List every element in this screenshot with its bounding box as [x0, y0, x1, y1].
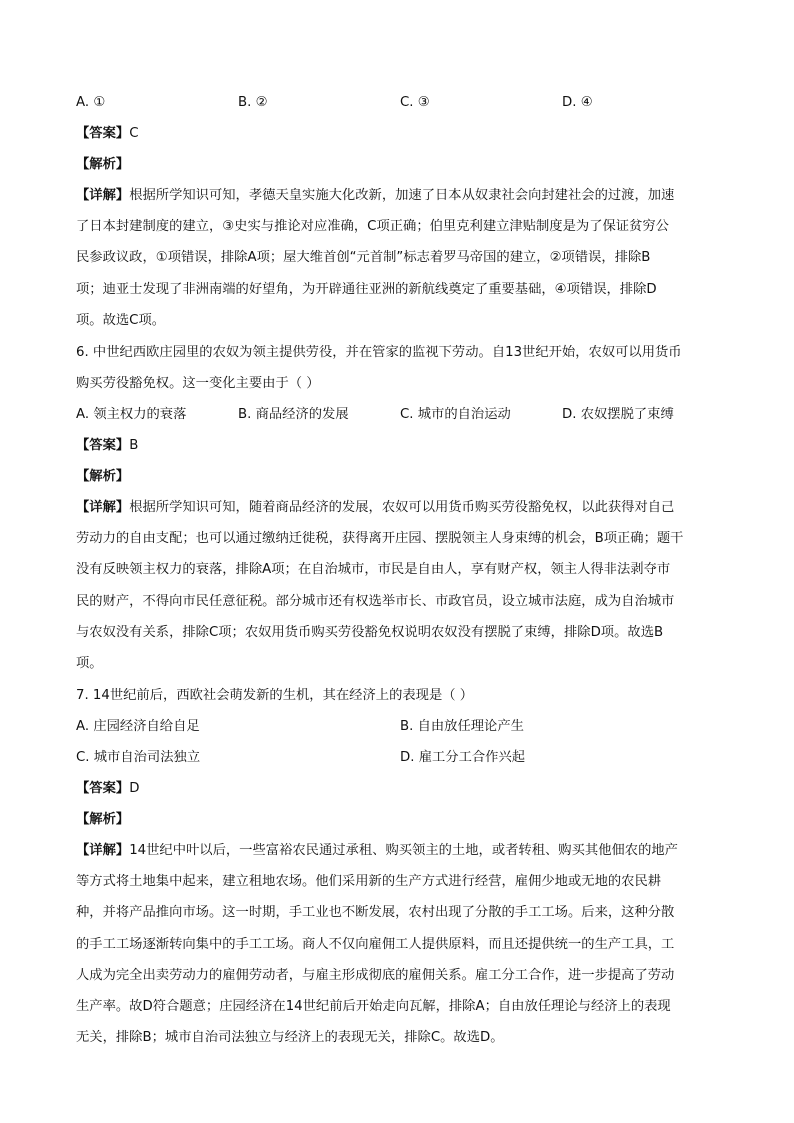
q5-option-b: B. ②	[238, 95, 268, 110]
detail-tag: 【详解】	[76, 843, 130, 858]
q6-options	[76, 405, 721, 425]
detail-line: 项。故选C项。	[76, 312, 166, 328]
detail-line: 项；迪亚士发现了非洲南端的好望角，为开辟通往亚洲的新航线奠定了重要基础，④项错误，排除D	[76, 281, 657, 297]
q6-analysis-label: 【解析】	[76, 469, 130, 484]
detail-line: 无关，排除B；城市自治司法独立与经济上的表现无关，排除C。故选D。	[76, 1030, 504, 1046]
q6-detail	[76, 492, 721, 679]
detail-line: 等方式将土地集中起来，建立租地农场。他们采用新的生产方式进行经营，雇佣少地或无地的农民耕	[76, 874, 662, 890]
stem-line: 6. 中世纪西欧庄园里的农奴为领主提供劳役，并在管家的监视下劳动。自13世纪开始，农奴可以用货币	[76, 345, 682, 360]
q7-options-row2	[76, 748, 721, 768]
q7-option-b: B. 自由放任理论产生	[400, 719, 524, 734]
q6-option-d: D. 农奴摆脱了束缚	[562, 407, 674, 422]
q5-option-a: A. ①	[76, 95, 106, 110]
q7-option-a: A. 庄园经济自给自足	[76, 719, 200, 734]
detail-line: 了日本封建制度的建立，③史实与推论对应准确，C项正确；伯里克利建立津贴制度是为了保证贫穷公	[76, 219, 669, 235]
q6-option-a: A. 领主权力的衰落	[76, 407, 187, 422]
q7-option-d: D. 雇工分工合作兴起	[400, 750, 526, 765]
q7-analysis-label: 【解析】	[76, 812, 130, 827]
detail-line: 劳动力的自由支配；也可以通过缴纳迁徙税，获得离开庄园、摆脱领主人身束缚的机会，B项正确；题干	[76, 531, 684, 547]
q5-answer	[76, 124, 138, 144]
q5-option-c: C. ③	[400, 95, 430, 110]
detail-line: 民的财产，不得向市民任意征税。部分城市还有权选举市长、市政官员，设立城市法庭，成为自治城市	[76, 593, 675, 609]
detail-line: 与农奴没有关系，排除C项；农奴用货币购买劳役豁免权说明农奴没有摆脱了束缚，排除D项。故选B	[76, 624, 664, 640]
detail-line: 种，并将产品推向市场。这一时期，手工业也不断发展，农村出现了分散的手工工场。后来，这种分散	[76, 905, 675, 921]
q6-answer	[76, 436, 138, 456]
q5-option-d: D. ④	[562, 95, 593, 110]
q6-option-c: C. 城市的自治运动	[400, 407, 511, 422]
q7-stem: 7. 14世纪前后，西欧社会萌发新的生机，其在经济上的表现是（ ）	[76, 688, 474, 703]
q5-options	[76, 93, 721, 113]
answer-tag: 【答案】	[76, 126, 130, 141]
q6-option-b: B. 商品经济的发展	[238, 407, 349, 422]
answer-tag: 【答案】	[76, 781, 130, 796]
detail-line: 项。	[76, 656, 103, 672]
detail-line: 人成为完全出卖劳动力的雇佣劳动者，与雇主形成彻底的雇佣关系。雇工分工合作，进一步提高了劳动	[76, 967, 675, 983]
detail-tag: 【详解】	[76, 500, 130, 515]
detail-line: 【详解】根据所学知识可知，随着商品经济的发展，农奴可以用货币购买劳役豁免权，以此获得对自己	[76, 500, 675, 515]
q7-answer	[76, 779, 139, 799]
q5-detail	[76, 180, 721, 336]
detail-line: 民参政议政，①项错误，排除A项；屋大维首创“元首制”标志着罗马帝国的建立，②项错误，排除B	[76, 250, 651, 266]
q6-stem	[76, 337, 721, 399]
detail-line: 没有反映领主权力的衰落，排除A项；在自治城市，市民是自由人，享有财产权，领主人得非法剥夺市	[76, 562, 671, 578]
answer-value: D	[129, 781, 140, 796]
detail-line: 【详解】根据所学知识可知，孝德天皇实施大化改新，加速了日本从奴隶社会向封建社会的过渡，加速	[76, 188, 675, 203]
q7-option-c: C. 城市自治司法独立	[76, 750, 201, 765]
q7-options-row1	[76, 717, 721, 737]
answer-tag: 【答案】	[76, 438, 130, 453]
detail-tag: 【详解】	[76, 188, 130, 203]
answer-value: C	[129, 126, 139, 141]
q5-analysis-label: 【解析】	[76, 157, 130, 172]
detail-line: 的手工工场逐渐转向集中的手工工场。商人不仅向雇佣工人提供原料，而且还提供统一的生产工具，工	[76, 936, 675, 952]
q7-detail	[76, 835, 721, 1053]
detail-line: 【详解】14世纪中叶以后，一些富裕农民通过承租、购买领主的土地，或者转租、购买其他佃农的地产	[76, 843, 678, 858]
stem-line: 购买劳役豁免权。这一变化主要由于（ ）	[76, 376, 320, 392]
detail-line: 生产率。故D符合题意；庄园经济在14世纪前后开始走向瓦解，排除A；自由放任理论与经济上的表现	[76, 999, 671, 1015]
answer-value: B	[129, 438, 139, 453]
